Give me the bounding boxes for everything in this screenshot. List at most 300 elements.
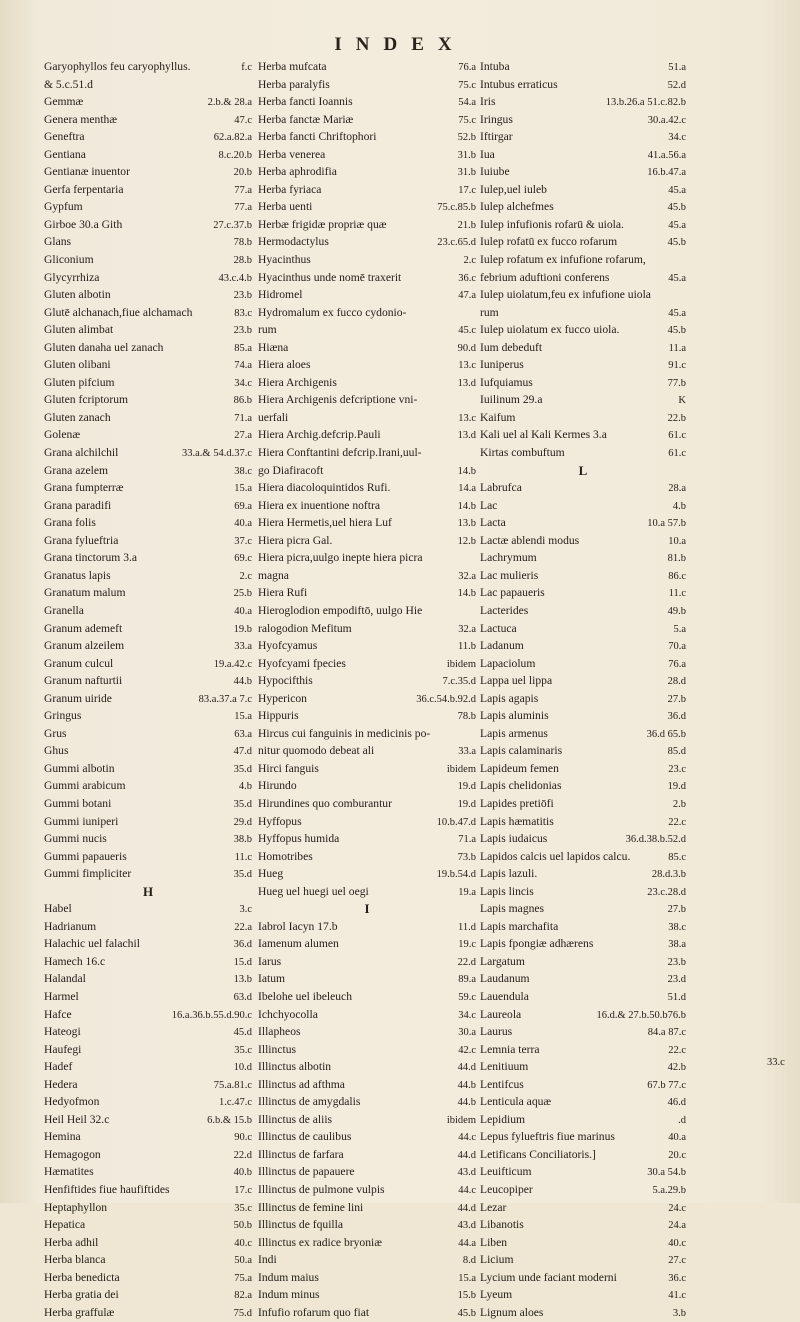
entry-term: Golenæ [44, 428, 81, 442]
entry-reference: 15.a [458, 1272, 476, 1284]
index-entry [258, 233, 476, 251]
index-entry [44, 1076, 252, 1094]
index-entry [44, 181, 252, 199]
index-entry [258, 865, 476, 883]
entry-term: Granatum malum [44, 586, 126, 600]
entry-term: Lenticula aquæ [480, 1095, 552, 1109]
entry-term: Ladanum [480, 639, 524, 653]
index-entry [258, 1199, 476, 1217]
entry-term: Ghus [44, 744, 69, 758]
entry-reference: 22.b [667, 412, 686, 424]
entry-term: Herba fyriaca [258, 182, 322, 196]
entry-term: Haufegi [44, 1042, 82, 1056]
index-entry [258, 725, 476, 743]
entry-term: Illapheos [258, 1025, 301, 1039]
entry-reference: 15.d [233, 956, 252, 968]
entry-term: Lactæ ablendi modus [480, 533, 580, 547]
entry-term: Illinctus ex radice bryoniæ [258, 1235, 382, 1249]
entry-term: Hidromel [258, 288, 303, 302]
entry-term: Iulep rofatum ex infufione rofarum, [480, 253, 646, 267]
entry-reference: 17.c [234, 1185, 252, 1196]
entry-reference: 13.d [457, 430, 476, 442]
index-entry [480, 795, 686, 813]
entry-term: Granum culcul [44, 656, 114, 670]
index-entry [480, 865, 686, 883]
entry-term: Granum alzeilem [44, 639, 125, 653]
entry-term: Liben [480, 1235, 508, 1249]
entry-reference: 90.c [234, 1132, 252, 1144]
entry-reference: 19.d [457, 781, 476, 793]
entry-reference: 78.b [233, 237, 252, 249]
index-entry [258, 1093, 476, 1111]
index-entry [44, 760, 252, 778]
index-entry [258, 830, 476, 848]
entry-reference: 50.a [234, 1255, 252, 1267]
index-entry [480, 1023, 686, 1041]
entry-term: Habel [44, 902, 72, 916]
entry-reference: 50.b [233, 1220, 252, 1232]
entry-term: Lac mulieris [480, 568, 539, 582]
index-entry [258, 1304, 476, 1322]
index-entry [480, 707, 686, 725]
entry-reference: 33.a [458, 746, 476, 758]
index-entry [258, 953, 476, 971]
entry-reference: 3.c [239, 904, 252, 916]
entry-reference: 44.a [458, 1237, 476, 1249]
entry-term: magna [258, 568, 289, 582]
index-entry [258, 374, 476, 392]
index-entry [480, 304, 686, 322]
entry-term: Hemina [44, 1130, 81, 1144]
entry-reference: 35.d [233, 798, 252, 810]
entry-reference: 35.c [234, 1044, 252, 1056]
entry-term: Lacterides [480, 603, 529, 617]
entry-reference: 10.d [233, 1062, 252, 1074]
entry-reference: 27.c [668, 1255, 686, 1267]
index-entry [258, 970, 476, 988]
index-entry [258, 286, 476, 304]
entry-term: Iarus [258, 954, 282, 968]
entry-term: Herba fancti Chriftophori [258, 130, 377, 144]
entry-term: Hadrianum [44, 919, 97, 933]
entry-reference: 17.c [458, 184, 476, 196]
entry-reference: 54.a [458, 97, 476, 109]
entry-term: Gerfa ferpentaria [44, 182, 124, 196]
entry-reference: 10.a 57.b [647, 518, 686, 530]
entry-term: Hateogi [44, 1025, 81, 1039]
entry-reference: 75.c [458, 79, 476, 91]
entry-reference: 16.b.47.a [647, 167, 686, 179]
entry-reference: 59.c [458, 991, 476, 1003]
entry-term: Lycium unde faciant moderni [480, 1270, 617, 1284]
index-entry [480, 181, 686, 199]
entry-term: Granum uiride [44, 691, 112, 705]
entry-reference: 13.b.26.a 51.c.82.b [605, 97, 686, 109]
entry-reference: 69.c [234, 553, 252, 565]
entry-reference: 34.c [234, 377, 252, 389]
entry-term: Lac [480, 498, 498, 512]
entry-term: Herba fancti Ioannis [258, 95, 353, 109]
entry-term: Iuniperus [480, 358, 524, 372]
entry-term: Illinctus [258, 1042, 296, 1056]
entry-term: Grana alchilchil [44, 446, 119, 460]
index-entry [258, 690, 476, 708]
entry-term: Gummi botani [44, 796, 112, 810]
entry-reference: 33.a.& 54.d.37.c [182, 448, 252, 460]
index-entry [258, 988, 476, 1006]
entry-term: Illinctus de fquilla [258, 1218, 344, 1232]
entry-reference: 28.a [668, 483, 686, 495]
index-entry [44, 795, 252, 813]
index-entry [480, 935, 686, 953]
entry-term: Gluten albotin [44, 288, 111, 302]
index-entry [44, 426, 252, 444]
entry-reference: 30.a.42.c [647, 114, 686, 126]
index-column-1 [44, 58, 252, 1321]
entry-reference: 2.b.& 28.a [207, 97, 252, 109]
entry-reference: 61.c [668, 448, 686, 460]
entry-reference: 2.c [463, 255, 476, 267]
entry-term: Herba blanca [44, 1253, 106, 1267]
entry-reference: 23.b [233, 290, 252, 302]
index-entry [258, 620, 476, 638]
index-column-2 [258, 58, 476, 1321]
entry-reference: 27.b [667, 904, 686, 916]
index-entry [44, 970, 252, 988]
index-entry [258, 251, 476, 269]
entry-reference: 40.a [234, 605, 252, 617]
index-entry [44, 339, 252, 357]
entry-term: Henfiftides fiue haufiftides [44, 1183, 170, 1196]
entry-reference: 40.a [234, 518, 252, 530]
entry-term: Illinctus de pulmone vulpis [258, 1183, 385, 1196]
entry-reference: 8.c.20.b [218, 149, 252, 161]
index-entry [480, 216, 686, 234]
entry-reference: 33.a [234, 641, 252, 653]
entry-term: Ichchyocolla [258, 1007, 318, 1021]
index-entry [44, 1093, 252, 1111]
entry-reference: 89.a [458, 974, 476, 986]
entry-term: Lapides pretiōfi [480, 796, 554, 810]
entry-reference: 22.d [457, 956, 476, 968]
entry-term: Hermodactylus [258, 235, 329, 249]
entry-reference: 74.a [234, 360, 252, 372]
entry-term: Intubus erraticus [480, 77, 558, 91]
entry-reference: 44.d [457, 1062, 476, 1074]
entry-term: Hippuris [258, 709, 299, 723]
index-entry [44, 76, 252, 94]
entry-reference: 45.b [667, 237, 686, 249]
entry-term: Lapis lazuli. [480, 867, 538, 881]
entry-term: Indum minus [258, 1288, 320, 1302]
entry-term: Glans [44, 235, 72, 249]
entry-reference: 19.d [457, 798, 476, 810]
index-entry [258, 795, 476, 813]
entry-reference: 24.a [668, 1220, 686, 1232]
entry-reference: 10.a [668, 535, 686, 547]
entry-term: Gluten olibani [44, 358, 111, 372]
entry-reference: ibidem [446, 658, 476, 670]
index-entry [258, 918, 476, 936]
index-entry [480, 918, 686, 936]
index-entry [480, 1286, 686, 1304]
entry-reference: 67.b 77.c [647, 1079, 686, 1091]
entry-term: Hirundo [258, 779, 297, 793]
entry-reference: 4.b [238, 781, 252, 793]
entry-reference: 75.c.85.b [437, 202, 476, 214]
index-entry [44, 462, 252, 480]
index-entry [258, 462, 476, 480]
index-entry [480, 356, 686, 374]
index-entry [480, 690, 686, 708]
entry-term: Gliconium [44, 253, 94, 267]
entry-term: Kali uel al Kali Kermes 3.a [480, 428, 607, 442]
entry-term: Iabrol Iacyn 17.b [258, 919, 338, 933]
index-entry [44, 321, 252, 339]
entry-term: Grana azelem [44, 463, 109, 477]
entry-reference: 30.a 54.b [647, 1167, 686, 1179]
index-entry [44, 690, 252, 708]
entry-reference: 75.c [458, 114, 476, 126]
entry-reference: 63.d [233, 991, 252, 1003]
entry-term: Gummi fimpliciter [44, 867, 132, 881]
entry-reference: 23.c.65.d [437, 237, 476, 249]
entry-reference: 19.a [458, 886, 476, 898]
section-letter: L [578, 462, 588, 478]
entry-reference: 16.a.36.b.55.d.90.c [171, 1009, 252, 1021]
entry-reference: 11.b [458, 641, 476, 653]
entry-term: rum [258, 323, 277, 337]
index-entry [44, 356, 252, 374]
entry-term: Iulep rofatū ex fucco rofarum [480, 235, 618, 249]
entry-term: Lactuca [480, 621, 517, 635]
index-entry [480, 1163, 686, 1181]
entry-reference: 63.a [234, 728, 252, 740]
entry-reference: 40.b [233, 1167, 252, 1179]
entry-term: Labrufca [480, 481, 522, 495]
index-entry [480, 848, 686, 866]
index-entry [258, 1041, 476, 1059]
entry-term: Iris [480, 95, 496, 109]
entry-reference: 2.c [239, 570, 252, 582]
index-entry [44, 216, 252, 234]
index-entry [258, 848, 476, 866]
entry-reference: 4.b [672, 500, 686, 512]
entry-term: Indi [258, 1253, 277, 1267]
index-entry [258, 93, 476, 111]
index-entry [258, 672, 476, 690]
entry-reference: 49.b [667, 605, 686, 617]
section-letter: H [142, 883, 154, 899]
entry-reference: 85.a [234, 342, 252, 354]
entry-term: Hyofcyami fpecies [258, 656, 346, 670]
index-entry [44, 848, 252, 866]
index-entry [44, 602, 252, 620]
entry-reference: 82.a [234, 1290, 252, 1302]
entry-reference: 5.a.29.b [652, 1185, 686, 1196]
entry-term: Illinctus de amygdalis [258, 1095, 361, 1109]
index-entry [480, 1058, 686, 1076]
index-entry [258, 269, 476, 287]
index-entry [480, 620, 686, 638]
index-entry [480, 1251, 686, 1269]
entry-term: Ibelohe uel ibeleuch [258, 989, 352, 1003]
index-entry [480, 760, 686, 778]
entry-term: Iulep infufionis rofarū & uiola. [480, 217, 624, 231]
index-entry [44, 935, 252, 953]
entry-reference: 19.b [233, 623, 252, 635]
entry-reference: 78.b [457, 711, 476, 723]
index-entry [44, 1058, 252, 1076]
index-entry [258, 1128, 476, 1146]
entry-term: Gluten pifcium [44, 375, 115, 389]
entry-reference: 76.a [668, 658, 686, 670]
index-entry [480, 58, 686, 76]
index-entry [258, 602, 476, 620]
index-entry [258, 777, 476, 795]
index-entry [258, 1146, 476, 1164]
index-entry [44, 918, 252, 936]
entry-reference: 22.d [233, 1149, 252, 1161]
index-entry [480, 479, 686, 497]
index-entry [258, 76, 476, 94]
entry-term: Gentianæ inuentor [44, 165, 130, 179]
index-entry [44, 1286, 252, 1304]
entry-reference: 14.b [457, 500, 476, 512]
entry-reference: 13.c [458, 360, 476, 372]
entry-reference: 43.d [457, 1167, 476, 1179]
index-entry [258, 58, 476, 76]
entry-term: Iatum [258, 972, 286, 986]
entry-term: Gluten fcriptorum [44, 393, 129, 407]
entry-term: Lapis agapis [480, 691, 539, 705]
index-entry [258, 198, 476, 216]
entry-reference: 91.c [668, 360, 686, 372]
index-entry [258, 1181, 476, 1199]
entry-reference: 35.c [234, 1202, 252, 1214]
entry-term: Illinctus ad afthma [258, 1077, 345, 1091]
entry-reference: 27.b [667, 693, 686, 705]
index-entry [480, 1076, 686, 1094]
entry-reference: 42.b [667, 1062, 686, 1074]
index-entry [44, 146, 252, 164]
index-entry [258, 935, 476, 953]
index-entry [480, 1093, 686, 1111]
index-entry [44, 444, 252, 462]
entry-reference: 43.c.4.b [218, 272, 252, 284]
index-entry [258, 111, 476, 129]
entry-reference: 73.b [457, 851, 476, 863]
entry-reference: 36.d.38.b.52.d [625, 834, 686, 846]
entry-term: Lezar [480, 1200, 507, 1214]
entry-reference: 70.a [668, 641, 686, 653]
entry-term: Iulep uiolatum,feu ex infufione uiola [480, 288, 651, 302]
entry-reference: 43.d [457, 1220, 476, 1232]
entry-term: Hemagogon [44, 1147, 101, 1161]
entry-term: Lapis magnes [480, 902, 545, 916]
index-entry [44, 374, 252, 392]
index-entry [258, 883, 476, 901]
index-entry [258, 163, 476, 181]
index-entry [258, 1111, 476, 1129]
entry-term: Hyofcyamus [258, 639, 318, 653]
index-entry [44, 269, 252, 287]
index-entry [44, 1269, 252, 1287]
entry-term: Infufio rofarum quo fiat [258, 1305, 370, 1319]
entry-term: Hafce [44, 1007, 72, 1021]
entry-reference: 47.d [233, 746, 252, 758]
index-entry [480, 444, 686, 462]
entry-term: Herba uenti [258, 200, 313, 214]
index-entry [480, 1269, 686, 1287]
entry-term: Illinctus de papauere [258, 1165, 355, 1179]
entry-term: Herba aphrodifia [258, 165, 337, 179]
index-entry [44, 953, 252, 971]
index-entry [480, 321, 686, 339]
entry-term: Iufquiamus [480, 375, 533, 389]
index-entry [480, 1006, 686, 1024]
index-entry [480, 1199, 686, 1217]
entry-term: go Diafiracoft [258, 463, 324, 477]
entry-term: Illinctus de farfara [258, 1147, 344, 1161]
entry-reference: 15.b [457, 1290, 476, 1302]
index-entry [258, 567, 476, 585]
index-entry [44, 1199, 252, 1217]
entry-term: Gummi iuniperi [44, 814, 119, 828]
index-entry [480, 1181, 686, 1199]
entry-term: Kaifum [480, 410, 516, 424]
entry-term: Grus [44, 726, 67, 740]
entry-reference: ibidem [446, 1114, 476, 1126]
entry-term: Iamenum alumen [258, 937, 339, 951]
entry-term: Illinctus de caulibus [258, 1130, 352, 1144]
entry-term: Granella [44, 603, 84, 617]
entry-reference: 45.a [668, 184, 686, 196]
entry-reference: 27.c.37.b [213, 219, 252, 231]
entry-term: Leuifticum [480, 1165, 532, 1179]
entry-term: Lepidium [480, 1112, 526, 1126]
entry-reference: ibidem [446, 763, 476, 775]
index-entry [44, 251, 252, 269]
entry-term: Iulep uiolatum ex fucco uiola. [480, 323, 620, 337]
index-entry [44, 163, 252, 181]
entry-reference: 24.c [668, 1202, 686, 1214]
index-entry [44, 1111, 252, 1129]
entry-term: Indum maius [258, 1270, 319, 1284]
index-entry [480, 1304, 686, 1322]
index-entry [480, 532, 686, 550]
entry-term: Herba venerea [258, 147, 326, 161]
entry-term: Lac papaueris [480, 586, 545, 600]
index-entry [480, 900, 686, 918]
entry-term: Heptaphyllon [44, 1200, 108, 1214]
entry-term: Grana folis [44, 516, 96, 530]
entry-term: Hiera picra Gal. [258, 533, 333, 547]
entry-term: Hircus cui fanguinis in medicinis po- [258, 726, 431, 740]
index-entry [44, 1304, 252, 1322]
entry-reference: 7.c.35.d [442, 676, 476, 688]
entry-reference: 3.b [672, 1307, 686, 1319]
index-entry [44, 286, 252, 304]
entry-reference: 38.a [668, 939, 686, 951]
index-entry [480, 514, 686, 532]
entry-reference: 77.a [234, 184, 252, 196]
entry-term: Lauendula [480, 989, 529, 1003]
index-entry [44, 233, 252, 251]
entry-term: Granum ademeft [44, 621, 123, 635]
entry-reference: 11.d [458, 921, 476, 933]
entry-term: rum [480, 305, 499, 319]
